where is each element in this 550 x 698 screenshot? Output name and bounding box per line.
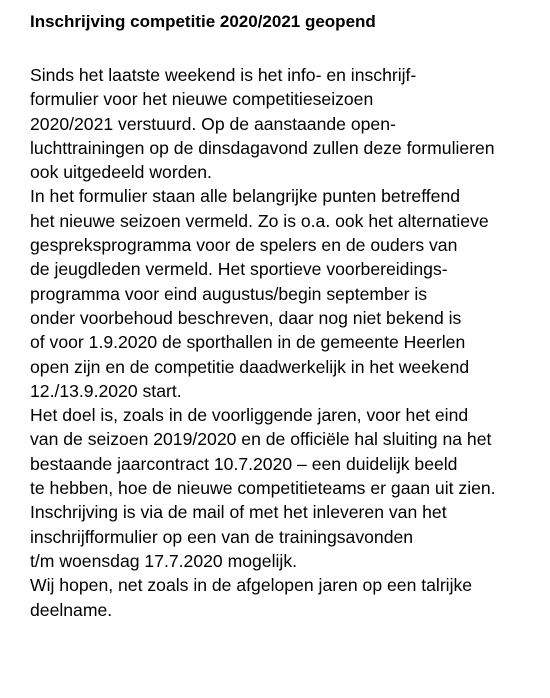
body-line: t/m woensdag 17.7.2020 mogelijk. [30, 550, 297, 571]
body-line: Wij hopen, net zoals in de afgelopen jaren op een talrijke [30, 575, 473, 596]
body-line: gespreksprogramma voor de spelers en de ouders van [30, 235, 458, 256]
body-line: deelname. [30, 599, 113, 620]
body-line: de jeugdleden vermeld. Het sportieve voorbereidings- [30, 259, 448, 280]
body-line: bestaande jaarcontract 10.7.2020 – een duidelijk beeld [30, 453, 458, 474]
body-line: In het formulier staan alle belangrijke punten betreffend [30, 186, 461, 207]
body-line: onder voorbehoud beschreven, daar nog niet bekend is [30, 307, 462, 328]
body-line: ook uitgedeeld worden. [30, 162, 212, 183]
body-line: luchttrainingen op de dinsdagavond zullen deze formulieren [30, 137, 495, 158]
body-line: Het doel is, zoals in de voorliggende jaren, voor het eind [30, 405, 469, 426]
body-line: formulier voor het nieuwe competitieseizoen [30, 89, 374, 110]
body-line: Sinds het laatste weekend is het info- en inschrijf- [30, 65, 417, 85]
body-line: open zijn en de competitie daadwerkelijk in het weekend [30, 356, 470, 377]
body-line: het nieuwe seizoen vermeld. Zo is o.a. ook het alternatieve [30, 210, 489, 231]
body-line: 12./13.9.2020 start. [30, 380, 182, 401]
body-line: van de seizoen 2019/2020 en de officiële hal sluiting na het [30, 429, 492, 450]
article-body [30, 63, 545, 622]
body-line: Inschrijving is via de mail of met het inleveren van het [30, 502, 447, 523]
body-line: 2020/2021 verstuurd. Op de aanstaande open- [30, 113, 396, 134]
body-line: inschrijfformulier op een van de trainingsavonden [30, 526, 414, 547]
body-line: te hebben, hoe de nieuwe competitieteams er gaan uit zien. [30, 478, 496, 499]
body-line: of voor 1.9.2020 de sporthallen in de gemeente Heerlen [30, 332, 466, 353]
article-title: Inschrijving competitie 2020/2021 geopend [30, 12, 376, 31]
body-line: programma voor eind augustus/begin september is [30, 283, 428, 304]
